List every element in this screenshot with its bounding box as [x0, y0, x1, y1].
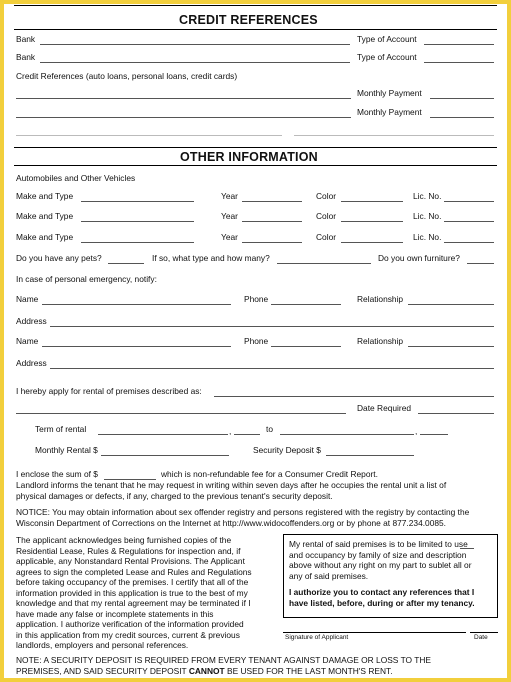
vehicles-label: Automobiles and Other Vehicles	[16, 173, 136, 183]
term-to-field[interactable]	[280, 434, 414, 435]
address-label-1: Address	[16, 316, 47, 326]
security-deposit-field[interactable]	[326, 455, 414, 456]
lic-field-1[interactable]	[444, 201, 494, 202]
lic-label-3: Lic. No.	[413, 232, 442, 242]
furniture-label: Do you own furniture?	[378, 253, 460, 263]
year-label-2: Year	[221, 211, 238, 221]
term-from-field[interactable]	[98, 434, 228, 435]
monthly-payment-label-1: Monthly Payment	[357, 88, 422, 98]
signature-field[interactable]	[283, 632, 466, 633]
application-page	[4, 4, 507, 678]
pets-type-field[interactable]	[277, 263, 371, 264]
term-to-label: to	[266, 424, 273, 434]
relationship-field-2[interactable]	[408, 346, 494, 347]
color-label-2: Color	[316, 211, 337, 221]
enclose-prefix: I enclose the sum of $	[16, 469, 98, 479]
box-line-2: and occupancy by family of size and description	[289, 549, 467, 560]
term-from-year-field[interactable]	[234, 434, 260, 435]
box-line-3: above without any right on my part to sublet all or	[289, 560, 472, 570]
color-label-3: Color	[316, 232, 337, 242]
final-note-part-c: BE USED FOR THE LAST MONTH'S RENT.	[226, 666, 393, 676]
make-type-label-3: Make and Type	[16, 232, 74, 242]
landlord-notice-line-2: physical damages or defects, if any, charged to the previous tenant's security deposit.	[16, 491, 333, 501]
type-of-account-label-1: Type of Account	[357, 34, 417, 44]
phone-field-2[interactable]	[271, 346, 341, 347]
other-info-top-line	[14, 147, 497, 148]
ack-line-11: landlords, employers and personal references.	[16, 640, 189, 650]
year-field-2[interactable]	[242, 221, 302, 222]
make-type-field-3[interactable]	[81, 242, 194, 243]
year-label-3: Year	[221, 232, 238, 242]
offender-notice-line-1: NOTICE: You may obtain information about sex offender registry and persons registered with the registry by contacting the	[16, 507, 470, 517]
color-label-1: Color	[316, 191, 337, 201]
color-field-3[interactable]	[341, 242, 403, 243]
name-field-2[interactable]	[42, 346, 231, 347]
bank-field-1[interactable]	[40, 44, 350, 45]
make-type-label-2: Make and Type	[16, 211, 74, 221]
bank-label-2: Bank	[16, 52, 36, 62]
lic-field-2[interactable]	[444, 221, 494, 222]
bank-field-2[interactable]	[40, 62, 350, 63]
term-to-comma: ,	[415, 426, 418, 436]
ack-line-9: application. I authorize verification of the information provided	[16, 619, 244, 629]
final-note-part-a: PREMISES, AND SAID SECURITY DEPOSIT	[16, 666, 187, 676]
other-info-heading-underline	[14, 165, 497, 166]
ack-line-7: knowledge and that my rental agreement may be terminated if I	[16, 598, 251, 608]
final-note-line-2	[16, 666, 393, 676]
credit-heading-underline	[14, 29, 497, 30]
pets-field[interactable]	[108, 263, 144, 264]
pets-type-label: If so, what type and how many?	[152, 253, 270, 263]
credit-reference-field-3b[interactable]	[294, 135, 494, 136]
monthly-payment-field-1[interactable]	[430, 98, 494, 99]
address-label-2: Address	[16, 358, 47, 368]
ack-line-3: applicable, any Nonstandard Rental Provisions. The Applicant	[16, 556, 245, 566]
name-field-1[interactable]	[42, 304, 231, 305]
ack-line-2: Residential Lease, Rules & Regulations for inspection and, if	[16, 545, 241, 556]
ack-line-1: The applicant acknowledges being furnished copies of the	[16, 535, 232, 545]
credit-references-heading: CREDIT REFERENCES	[179, 13, 318, 27]
address-field-1[interactable]	[50, 326, 494, 327]
type-of-account-field-1[interactable]	[424, 44, 494, 45]
year-label-1: Year	[221, 191, 238, 201]
credit-reference-field-1[interactable]	[16, 98, 351, 99]
top-border-line	[14, 5, 497, 6]
credit-reference-field-3a[interactable]	[16, 135, 282, 136]
type-of-account-label-2: Type of Account	[357, 52, 417, 62]
name-label-2: Name	[16, 336, 39, 346]
ack-line-6: information provided in this application is true to the best of my	[16, 587, 248, 598]
landlord-notice-line-1: Landlord informs the tenant that he may request in writing within seven days after he occupies the rental unit a list of	[16, 480, 447, 490]
ack-line-10: in this application from my credit sources, current & previous	[16, 629, 240, 640]
security-deposit-label: Security Deposit $	[253, 445, 321, 455]
ack-line-5: before taking occupancy of the premises. I certify that all of the	[16, 577, 249, 587]
date-required-label: Date Required	[357, 403, 412, 413]
credit-references-label: Credit References (auto loans, personal loans, credit cards)	[16, 71, 238, 81]
monthly-rental-label: Monthly Rental $	[35, 445, 98, 455]
lic-field-3[interactable]	[444, 242, 494, 243]
phone-label-1: Phone	[244, 294, 269, 304]
color-field-1[interactable]	[341, 201, 403, 202]
box-bold-line-2: have listed, before, during or after my tenancy.	[289, 597, 475, 608]
apply-label: I hereby apply for rental of premises described as:	[16, 386, 202, 396]
year-field-1[interactable]	[242, 201, 302, 202]
premises-field-2[interactable]	[16, 413, 346, 414]
bank-label-1: Bank	[16, 34, 36, 44]
phone-field-1[interactable]	[271, 304, 341, 305]
emergency-label: In case of personal emergency, notify:	[16, 274, 157, 284]
address-field-2[interactable]	[50, 368, 494, 369]
monthly-rental-field[interactable]	[101, 455, 229, 456]
final-note-line-1: NOTE: A SECURITY DEPOSIT IS REQUIRED FROM EVERY TENANT AGAINST DAMAGE OR LOSS TO THE	[16, 655, 431, 665]
box-line-1: My rental of said premises is to be limited to use	[289, 539, 468, 549]
relationship-label-2: Relationship	[357, 336, 404, 346]
term-from-comma: ,	[229, 426, 232, 436]
monthly-payment-field-2[interactable]	[430, 117, 494, 118]
signature-date-field[interactable]	[470, 632, 498, 633]
box-bold-line-1: I authorize you to contact any references that I	[289, 587, 475, 597]
make-type-field-1[interactable]	[81, 201, 194, 202]
relationship-field-1[interactable]	[408, 304, 494, 305]
relationship-label-1: Relationship	[357, 294, 404, 304]
ack-line-4: agrees to sign the completed Lease and Rules and Regulations	[16, 566, 252, 577]
pets-label: Do you have any pets?	[16, 253, 102, 263]
credit-reference-field-2[interactable]	[16, 117, 351, 118]
make-type-label-1: Make and Type	[16, 191, 74, 201]
lic-label-1: Lic. No.	[413, 191, 442, 201]
date-required-field[interactable]	[418, 413, 494, 414]
make-type-field-2[interactable]	[81, 221, 194, 222]
year-field-3[interactable]	[242, 242, 302, 243]
premises-field-1[interactable]	[214, 396, 494, 397]
offender-notice-line-2: Wisconsin Department of Corrections on the Internet at http://www.widocoffenders.org or by phone at 877.234.0085.	[16, 518, 447, 528]
term-to-year-field[interactable]	[420, 434, 448, 435]
phone-label-2: Phone	[244, 336, 269, 346]
box-line-4: any of said premises.	[289, 570, 369, 581]
signature-label: Signature of Applicant	[285, 634, 349, 641]
final-note-cannot: CANNOT	[188, 666, 225, 676]
signature-date-label: Date	[474, 634, 488, 641]
name-label-1: Name	[16, 294, 39, 304]
type-of-account-field-2[interactable]	[424, 62, 494, 63]
color-field-2[interactable]	[341, 221, 403, 222]
other-information-heading: OTHER INFORMATION	[180, 150, 318, 164]
term-label: Term of rental	[35, 424, 87, 434]
lic-label-2: Lic. No.	[413, 211, 442, 221]
furniture-field[interactable]	[467, 263, 494, 264]
enclose-suffix: which is non-refundable fee for a Consumer Credit Report.	[161, 469, 378, 479]
monthly-payment-label-2: Monthly Payment	[357, 107, 422, 117]
ack-line-8: have made any false or incomplete statements in this	[16, 608, 214, 619]
